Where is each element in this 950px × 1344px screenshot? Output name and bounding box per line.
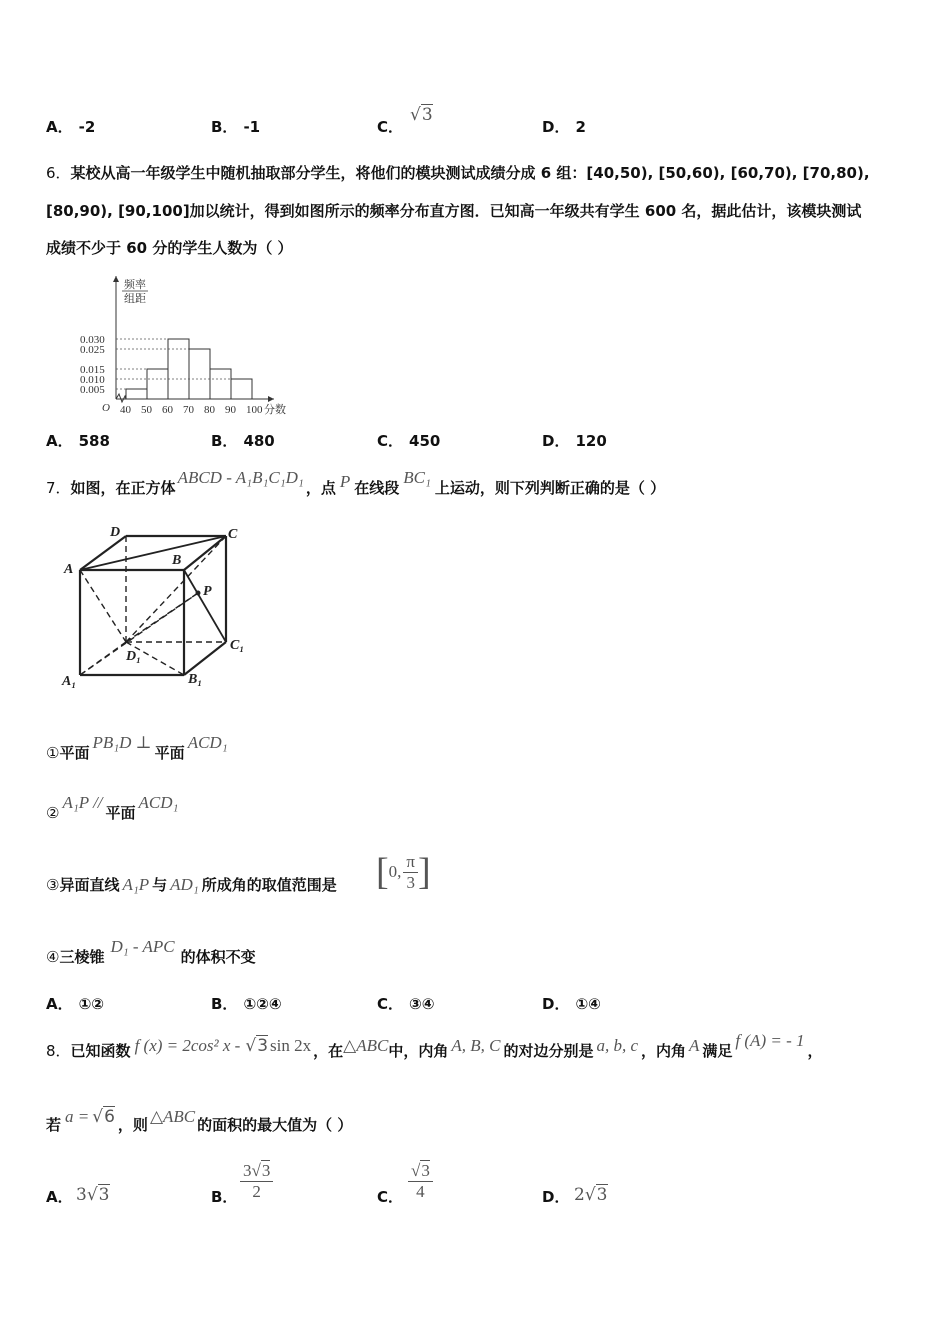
q5-option-c-sqrt: √3 bbox=[410, 105, 433, 125]
option-letter: A． bbox=[46, 118, 73, 136]
math-point: P bbox=[339, 472, 351, 491]
question-number: 8． bbox=[46, 1042, 71, 1060]
option-letter: B． bbox=[211, 995, 238, 1013]
label-A: A bbox=[64, 562, 74, 577]
q6-option-a bbox=[46, 430, 110, 451]
math-triangle: △ABC bbox=[149, 1107, 196, 1126]
option-value: -2 bbox=[78, 118, 96, 136]
text: 中，内角 bbox=[388, 1042, 449, 1060]
text: ，则 bbox=[117, 1116, 148, 1134]
point-P bbox=[196, 591, 201, 596]
q8-option-c-value bbox=[408, 1160, 433, 1202]
segment-BC1 bbox=[184, 570, 226, 642]
text: 平面 bbox=[105, 804, 136, 822]
radicand: 3 bbox=[421, 1161, 430, 1180]
q8-option-c bbox=[377, 1186, 403, 1207]
option-letter: B． bbox=[211, 1188, 238, 1206]
radicand: 3 bbox=[257, 1036, 269, 1056]
q8-stem-line2 bbox=[46, 1107, 353, 1135]
q6-option-c bbox=[377, 430, 440, 451]
text: 的面积的最大值为（ ） bbox=[197, 1116, 353, 1134]
edge bbox=[184, 642, 226, 675]
label-D: D bbox=[110, 525, 121, 540]
q5-option-b bbox=[211, 116, 260, 137]
q8-option-d bbox=[542, 1186, 569, 1207]
hidden-D1P bbox=[126, 593, 198, 642]
x-axis-label: 分数 bbox=[264, 403, 286, 416]
radicand: 6 bbox=[104, 1107, 115, 1127]
q6-option-b bbox=[211, 430, 275, 451]
radicand: 3 bbox=[98, 1185, 110, 1205]
numerator: 3√3 bbox=[240, 1160, 273, 1182]
y-tick-label: 0.015 bbox=[80, 364, 105, 376]
sqrt-symbol: √3 bbox=[245, 1036, 269, 1056]
q7-statement-2 bbox=[46, 793, 181, 823]
histogram-bar bbox=[126, 389, 147, 399]
statement-mark: ④ bbox=[46, 948, 60, 966]
q8-stem-line1 bbox=[46, 1031, 823, 1061]
q8-option-b bbox=[211, 1186, 237, 1207]
q8-option-a-value: 3√3 bbox=[76, 1185, 110, 1205]
text: ， bbox=[807, 1042, 823, 1060]
y-tick-label: 0.010 bbox=[80, 374, 105, 386]
option-value: ①②④ bbox=[243, 995, 282, 1013]
q5-option-c bbox=[377, 116, 403, 137]
q6-option-d bbox=[542, 430, 607, 451]
text: 满足 bbox=[702, 1042, 733, 1060]
option-letter: D． bbox=[542, 432, 570, 450]
q7-statement-4 bbox=[46, 937, 256, 967]
math-angle-a: A bbox=[689, 1036, 700, 1055]
y-label-top: 频率 bbox=[124, 278, 146, 291]
text: 在线段 bbox=[354, 479, 400, 497]
option-value: 2 bbox=[575, 118, 586, 136]
text: 所成角的取值范围是 bbox=[201, 876, 337, 894]
histogram-bar bbox=[210, 369, 231, 399]
math-sides: a, b, c bbox=[596, 1036, 638, 1055]
math: AD₁ bbox=[170, 875, 199, 894]
frequency-histogram bbox=[46, 262, 316, 422]
q5-option-d bbox=[542, 116, 586, 137]
math: D₁ - APC bbox=[110, 937, 175, 956]
x-axis-arrow bbox=[268, 396, 274, 402]
question-number: 6． bbox=[46, 164, 71, 182]
y-tick-label: 0.025 bbox=[80, 344, 105, 356]
option-value: -1 bbox=[243, 118, 261, 136]
option-letter: D． bbox=[542, 1188, 570, 1206]
y-axis-arrow bbox=[113, 276, 119, 282]
text: 与 bbox=[152, 876, 168, 894]
hidden-edge bbox=[80, 642, 126, 675]
statement-mark: ③ bbox=[46, 876, 60, 894]
option-value: 120 bbox=[575, 432, 607, 450]
histogram-bar bbox=[189, 349, 210, 399]
statement-mark: ② bbox=[46, 804, 60, 822]
q7-angle-range bbox=[376, 848, 431, 896]
option-value: ①④ bbox=[575, 995, 601, 1013]
text: 若 bbox=[46, 1116, 62, 1134]
left-bracket: [ bbox=[376, 851, 389, 893]
coefficient: 2 bbox=[574, 1185, 585, 1205]
math-triangle: △ABC bbox=[343, 1036, 389, 1055]
numerator: π bbox=[403, 852, 418, 873]
q6-line2: [80,90), [90,100]加以统计，得到如图所示的频率分布直方图．已知高一年级共有学生 600 名，据此估计，该模块测试 bbox=[46, 202, 862, 220]
sqrt-symbol: √6 bbox=[92, 1107, 115, 1127]
math-function-tail: sin 2x bbox=[270, 1036, 312, 1055]
y-label-bottom: 组距 bbox=[124, 292, 146, 305]
label-C: C bbox=[228, 527, 238, 542]
cube-figure bbox=[46, 518, 266, 693]
histogram-bar bbox=[168, 339, 189, 399]
x-tick-label: 70 bbox=[183, 404, 194, 416]
text: ，在 bbox=[313, 1042, 344, 1060]
q7-statement-3 bbox=[46, 874, 337, 895]
axis-break bbox=[116, 394, 126, 402]
label-B1: B₁ bbox=[188, 672, 203, 687]
text: 的对边分别是 bbox=[503, 1042, 594, 1060]
denominator: 3 bbox=[406, 872, 415, 892]
text: 上运动，则下列判断正确的是（ ） bbox=[434, 479, 666, 497]
option-letter: C． bbox=[377, 1188, 404, 1206]
label-C1: C₁ bbox=[230, 638, 245, 653]
option-letter: C． bbox=[377, 995, 404, 1013]
histogram-bar bbox=[231, 379, 252, 399]
option-value: 450 bbox=[409, 432, 441, 450]
label-B: B bbox=[172, 553, 182, 568]
math-a-eq: a = bbox=[65, 1107, 90, 1126]
option-value: 480 bbox=[243, 432, 275, 450]
option-letter: C． bbox=[377, 118, 404, 136]
math-function: f (x) = 2cos² x - bbox=[134, 1036, 241, 1055]
text: ，点 bbox=[305, 479, 336, 497]
radicand: 3 bbox=[261, 1161, 271, 1180]
q7-option-d bbox=[542, 993, 601, 1014]
x-tick-label: 60 bbox=[162, 404, 173, 416]
text: 异面直线 bbox=[59, 876, 120, 894]
label-P: P bbox=[203, 584, 212, 599]
option-value: ③④ bbox=[409, 995, 435, 1013]
q6-line1 bbox=[46, 162, 870, 183]
math: A₁P bbox=[122, 875, 150, 894]
x-tick-label: 40 bbox=[120, 404, 131, 416]
denominator: 2 bbox=[252, 1182, 261, 1201]
math: A₁P // bbox=[62, 793, 103, 812]
option-value: ①② bbox=[78, 995, 105, 1013]
y-tick-label: 0.005 bbox=[80, 384, 105, 396]
pi-over-3 bbox=[403, 852, 418, 893]
math: ACD₁ bbox=[138, 793, 179, 812]
math: ACD₁ bbox=[187, 733, 228, 752]
range-left: 0, bbox=[388, 862, 402, 881]
q7-stem bbox=[46, 468, 666, 498]
q7-option-b bbox=[211, 993, 282, 1014]
q7-statement-1 bbox=[46, 733, 231, 763]
option-letter: D． bbox=[542, 118, 570, 136]
option-letter: A． bbox=[46, 995, 73, 1013]
text: 已知函数 bbox=[70, 1042, 131, 1060]
text: 三棱锥 bbox=[59, 948, 105, 966]
hidden-diagonal bbox=[80, 570, 126, 642]
option-letter: B． bbox=[211, 118, 238, 136]
right-bracket: ] bbox=[418, 851, 431, 893]
question-number: 7． bbox=[46, 479, 71, 497]
denominator: 4 bbox=[416, 1182, 425, 1201]
label-A1: A₁ bbox=[62, 674, 77, 689]
histogram-bar bbox=[147, 369, 168, 399]
x-tick-label: 90 bbox=[225, 404, 236, 416]
numerator: √3 bbox=[408, 1160, 433, 1182]
y-tick-label: 0.030 bbox=[80, 334, 105, 346]
text: 如图，在正方体 bbox=[70, 479, 176, 497]
q7-option-a bbox=[46, 993, 104, 1014]
q5-option-a bbox=[46, 116, 95, 137]
coefficient: 3 bbox=[76, 1185, 87, 1205]
x-tick-label: 80 bbox=[204, 404, 215, 416]
statement-mark: ① bbox=[46, 744, 60, 762]
option-letter: C． bbox=[377, 432, 404, 450]
q8-option-d-value: 2√3 bbox=[574, 1185, 608, 1205]
text: ，内角 bbox=[641, 1042, 687, 1060]
origin-label: O bbox=[102, 402, 110, 414]
q8-option-a bbox=[46, 1186, 73, 1207]
option-letter: D． bbox=[542, 995, 570, 1013]
x-tick-label: 50 bbox=[141, 404, 152, 416]
text: 平面 bbox=[154, 744, 185, 762]
math-condition: f (A) = - 1 bbox=[735, 1031, 805, 1050]
option-value: 588 bbox=[78, 432, 110, 450]
coefficient: 3 bbox=[243, 1161, 252, 1180]
math-angles: A, B, C bbox=[451, 1036, 501, 1055]
math-solid: ABCD - A₁B₁C₁D₁ bbox=[177, 468, 304, 487]
math: PB₁D ⊥ bbox=[92, 733, 152, 752]
option-letter: B． bbox=[211, 432, 238, 450]
radicand: 3 bbox=[421, 105, 433, 125]
option-letter: A． bbox=[46, 432, 73, 450]
question-text: 某校从高一年级学生中随机抽取部分学生，将他们的模块测试成绩分成 6 组：[40,50), [50,60), [60,70), [70,80), bbox=[70, 164, 870, 182]
x-tick-label: 100 bbox=[246, 404, 263, 416]
q6-line3: 成绩不少于 60 分的学生人数为（ ） bbox=[46, 239, 293, 257]
math-segment: BC₁ bbox=[403, 468, 431, 487]
text: 的体积不变 bbox=[180, 948, 256, 966]
q8-option-b-value bbox=[240, 1160, 273, 1202]
radicand: 3 bbox=[596, 1185, 608, 1205]
q7-option-c bbox=[377, 993, 434, 1014]
label-D1: D₁ bbox=[126, 649, 141, 664]
text: 平面 bbox=[59, 744, 90, 762]
option-letter: A． bbox=[46, 1188, 73, 1206]
